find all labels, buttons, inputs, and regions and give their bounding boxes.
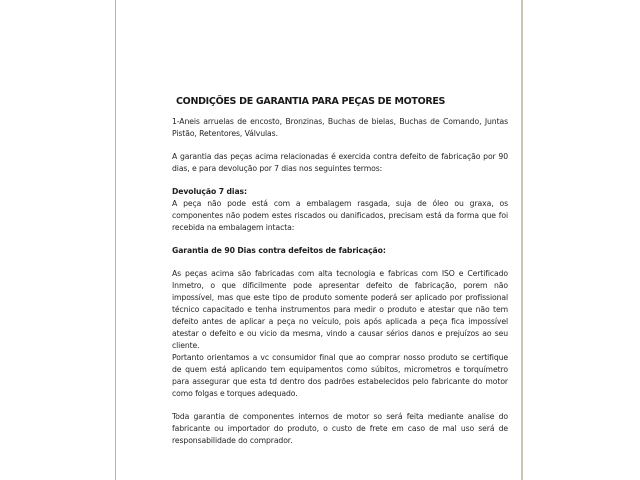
heading-devolucao-7-dias: Devolução 7 dias: xyxy=(172,187,247,196)
paragraph-garantia-componentes: Toda garantia de componentes internos de motor so será feita mediante analise do fabricante ou importador do produto, o custo de frete em caso de mal uso será de responsabilidade do comprador. xyxy=(172,412,508,445)
document-content xyxy=(172,95,508,447)
paragraph-parts-list: 1-Aneis arruelas de encosto, Bronzinas, Buchas de bielas, Buchas de Comando, Juntas Pistão, Retentores, Válvulas. xyxy=(172,117,508,138)
heading-garantia-90-dias: Garantia de 90 Dias contra defeitos de fabricação: xyxy=(172,246,386,255)
paragraph-orientacao-consumidor: Portanto orientamos a vc consumidor final que ao comprar nosso produto se certifique de quem está aplicando tem equipamentos como súbitos, micrometros e torquímetro para assegurar que esta td dentro dos padrões estabelecidos pelo fabricante do motor como folgas e torques adequado. xyxy=(172,353,508,398)
paragraph-garantia-details: As peças acima são fabricadas com alta tecnologia e fabricas com ISO e Certificado Inmetro, o que dificilmente pode apresentar defeito de fabricação, porem não impossível, mas que este tipo de produto somente poderá ser aplicado por profissional técnico capacitado e tenha instrumentos para medir o produto e atestar que não tem defeito antes de aplicar a peça no veículo, pois após aplicada a peça fica impossível atestar o defeito e ou vicio da mesma, vindo a causar sérios danos e prejuízos ao seu cliente. xyxy=(172,269,508,350)
document-title: CONDIÇÕES DE GARANTIA PARA PEÇAS DE MOTORES xyxy=(176,96,446,107)
paragraph-warranty-summary: A garantia das peças acima relacionadas é exercida contra defeito de fabricação por 90 dias, e para devolução por 7 dias nos seguintes termos: xyxy=(172,152,508,173)
paragraph-devolucao-terms: A peça não pode está com a embalagem rasgada, suja de óleo ou graxa, os componentes não podem estes riscados ou danificados, precisam está da forma que foi recebida na embalagem intacta: xyxy=(172,199,508,232)
page-border-left xyxy=(115,0,116,480)
page-border-right xyxy=(521,0,523,480)
